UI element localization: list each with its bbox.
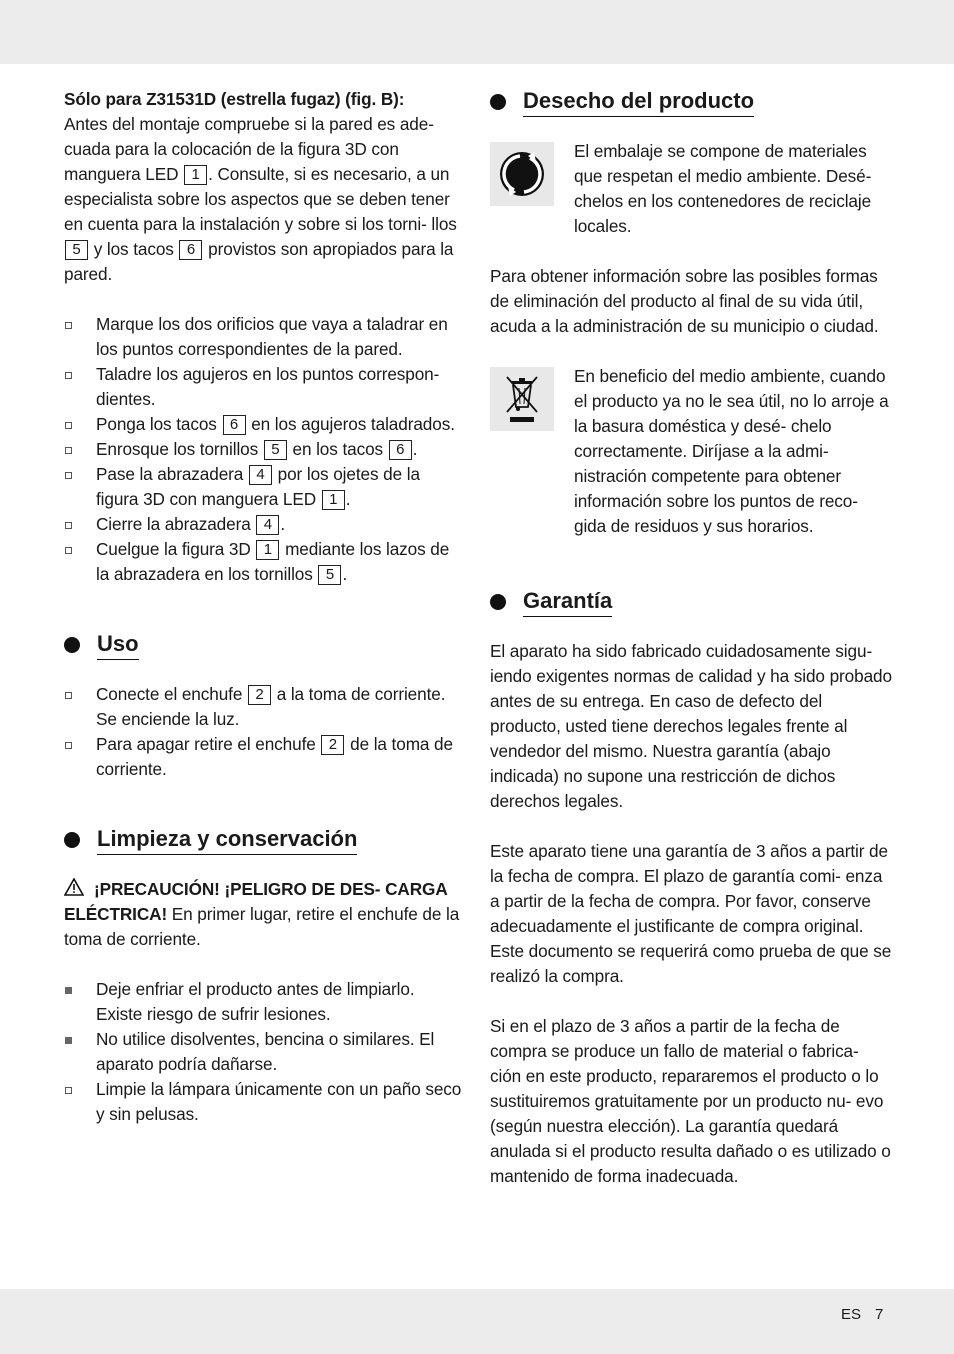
list-item: Conecte el enchufe 2 a la toma de corriente. Se enciende la luz. [64,682,464,732]
page-footer [841,1306,897,1323]
warranty-paragraph-3: Si en el plazo de 3 años a partir de la fecha de compra se produce un fallo de material o fabrica- ción en este producto, repararemos el producto o lo sustituiremos gratuitamente por un producto nu- evo (según nuestra elección). La garantía quedará anulada si el producto resulta dañado o es utilizado o mantenido de forma inadecuada. [490,1016,891,1186]
checkbox-bullet-icon [65,522,72,529]
square-bullet-icon [65,1037,72,1044]
part-number: 1 [184,165,207,185]
weee-text: En beneficio del medio ambiente, cuando el producto ya no le sea útil, no lo arroje a la basura doméstica y desé- chelo correctamente. Diríjase a la admi- nistración competente para obtener información sobre los puntos de reco- gida de residuos y sus horarios. [574,366,889,536]
disposal-info: Para obtener información sobre las posibles formas de eliminación del producto al final de su vida útil, acuda a la administración de su municipio o ciudad. [490,266,879,336]
recycling-block [490,139,892,239]
bullet-dot-icon [490,94,506,110]
checkbox-bullet-icon [65,322,72,329]
checkbox-bullet-icon [65,447,72,454]
page-number: 7 [875,1306,884,1323]
part-number: 2 [248,685,271,705]
part-number: 6 [389,440,412,460]
section-heading-garantia: Garantía [490,587,892,619]
section-heading-limpieza: Limpieza y conservación [64,825,464,857]
list-item: Para apagar retire el enchufe 2 de la toma de corriente. [64,732,464,782]
list-item: Cierre la abrazadera 4 . [64,512,464,537]
section-heading-desecho: Desecho del producto [490,87,892,119]
footer-band [0,1289,954,1354]
language-code: ES [841,1306,862,1323]
checkbox-bullet-icon [65,422,72,429]
checkbox-bullet-icon [65,742,72,749]
crossed-bin-weee-icon [490,367,554,431]
checkbox-bullet-icon [65,372,72,379]
part-number: 6 [179,240,202,260]
warning-paragraph: ¡PRECAUCIÓN! ¡PELIGRO DE DES- CARGA ELÉCTRICA! En primer lugar, retire el enchufe de la toma de corriente. [64,879,460,949]
list-item: Enrosque los tornillos 5 en los tacos 6 . [64,437,464,462]
mounting-steps-list [64,312,464,587]
left-column [64,87,464,1127]
bullet-dot-icon [490,594,506,610]
list-item: Deje enfriar el producto antes de limpiarlo. Existe riesgo de sufrir lesiones. [64,977,464,1027]
list-item: Ponga los tacos 6 en los agujeros taladrados. [64,412,464,437]
bullet-dot-icon [64,637,80,653]
part-number: 6 [223,415,246,435]
weee-block [490,364,892,539]
checkbox-bullet-icon [65,472,72,479]
section-heading-uso: Uso [64,630,464,662]
square-bullet-icon [65,987,72,994]
warranty-paragraph-2: Este aparato tiene una garantía de 3 años a partir de la fecha de compra. El plazo de garantía comi- enza a partir de la fecha de compra. Por favor, conserve adecuadamente el justificante de compra original. Este documento se requerirá como prueba de que se realizó la compra. [490,841,892,986]
warranty-paragraph-1: El aparato ha sido fabricado cuidadosamente sigu- iendo exigentes normas de calidad y ha sido probado antes de su entrega. En caso de defecto del producto, usted tiene derechos legales frente al vendedor del mismo. Nuestra garantía (abajo indicada) no supone una restricción de dichos derechos legales. [490,641,892,811]
part-number: 4 [256,515,279,535]
part-number: 5 [318,565,341,585]
green-dot-recycle-icon [490,142,554,206]
header-band [0,0,954,64]
part-number: 4 [249,465,272,485]
list-item: Pase la abrazadera 4 por los ojetes de la figura 3D con manguera LED 1 . [64,462,464,512]
list-item: No utilice disolventes, bencina o similares. El aparato podría dañarse. [64,1027,464,1077]
uso-steps-list [64,682,464,782]
checkbox-bullet-icon [65,547,72,554]
intro-paragraph: Antes del montaje compruebe si la pared es ade- cuada para la colocación de la figura 3D con manguera LED 1 . Consulte, si es necesario, a un especialista sobre los aspectos que se deben tener en cuenta para la instalación y sobre si los torni- llos 5 y los tacos 6 provistos son apropiados para la pared. [64,114,457,284]
list-item: Limpie la lámpara únicamente con un paño seco y sin pelusas. [64,1077,464,1127]
warning-triangle-icon [64,878,84,896]
list-item: Marque los dos orificios que vaya a taladrar en los puntos correspondientes de la pared. [64,312,464,362]
part-number: 2 [321,735,344,755]
checkbox-bullet-icon [65,692,72,699]
part-number: 1 [322,490,345,510]
checkbox-bullet-icon [65,1087,72,1094]
list-item: Taladre los agujeros en los puntos correspon- dientes. [64,362,464,412]
part-number: 1 [256,540,279,560]
cleaning-steps-list [64,977,464,1127]
part-number: 5 [264,440,287,460]
part-number: 5 [65,240,88,260]
recycle-text: El embalaje se compone de materiales que respetan el medio ambiente. Desé- chelos en los contenedores de reciclaje locales. [574,141,872,236]
list-item: Cuelgue la figura 3D 1 mediante los lazos de la abrazadera en los tornillos 5 . [64,537,464,587]
right-column [490,87,892,1189]
bullet-dot-icon [64,832,80,848]
intro-title: Sólo para Z31531D (estrella fugaz) (fig. B): [64,89,405,109]
